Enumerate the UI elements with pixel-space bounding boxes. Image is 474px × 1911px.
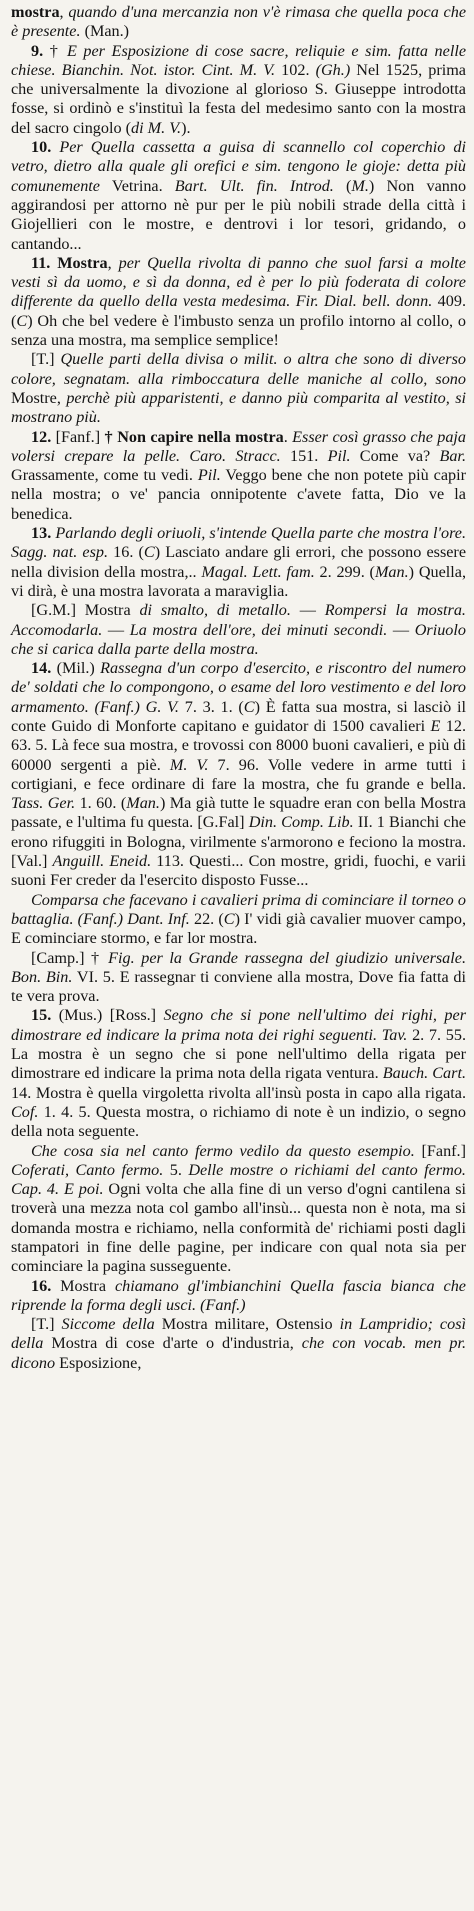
- entry-paragraph: [11, 1277, 466, 1316]
- entry-text: 7. 96. Volle vedere in arme tutti i cortigiani, e fece ordinare di fare la mostra, che fu grande e bella.: [11, 755, 466, 793]
- entry-text: [T.]: [31, 1315, 62, 1334]
- entry-italic-text: C: [143, 543, 155, 562]
- entry-text: [Fanf.]: [414, 1141, 466, 1160]
- entry-paragraph: [11, 42, 466, 138]
- entry-italic-text: Din. Comp. Lib.: [248, 813, 354, 832]
- entry-text: 16. (: [108, 543, 144, 562]
- entry-bold-text: 13.: [31, 524, 52, 543]
- entry-text: ) È fatta sua mostra, si lasciò il conte Guido di Monforte capitano e guidator di 1500 cavalieri: [11, 697, 466, 735]
- entry-bold-text: 10.: [31, 138, 52, 157]
- entry-bold-text: † Non capire nella mostra: [104, 427, 284, 446]
- entry-text: ) Non vanno aggirandosi per attorno nè pur per le più nobili strade della città i Giojellieri con le mostre, e dentrovi i lor tesori, gridando, o cantando...: [11, 176, 467, 253]
- entry-italic-text: perchè più apparistenti, e danno più comparita al vestito, si mostrano più.: [11, 388, 466, 427]
- entry-bold-text: mostra: [11, 3, 60, 21]
- entry-text: 14. Mostra è quella virgoletta rivolta all'insù posta in capo alla rigata.: [11, 1083, 466, 1102]
- entry-text: Mostre,: [11, 388, 67, 407]
- entry-italic-text: Delle mostre o richiami del canto fermo. Cap. 4. E poi.: [11, 1160, 466, 1199]
- entry-italic-text: Bauch. Cart.: [382, 1064, 466, 1083]
- entry-bold-text: 9.: [31, 41, 44, 60]
- entry-text: Mostra militare, Ostensio: [154, 1315, 340, 1334]
- entry-paragraph: [11, 1006, 466, 1141]
- entry-italic-text: Anguill. Eneid.: [52, 852, 152, 871]
- entry-italic-text: Rompersi la mostra. Accomodarla.: [11, 601, 466, 639]
- entry-paragraph: [11, 254, 466, 350]
- entry-text: ,: [107, 253, 119, 272]
- entry-text: 7. 3. 1. (: [178, 697, 244, 716]
- entry-text: Veggo bene che non potete più capir nella mostra; o ve' pancia onnipotente c'avete fatta, Dio ve la benedica.: [11, 466, 466, 523]
- entry-text: 102.: [275, 60, 316, 79]
- entry-italic-text: Comparsa che facevano i cavalieri prima di cominciare il torneo o battaglia. (Fanf.) Dant. Inf.: [11, 890, 466, 928]
- entry-italic-text: Esser così grasso che paja volersi crepare la pelle. Caro. Stracc.: [11, 427, 467, 465]
- entry-italic-text: in Lampridio; così della: [11, 1315, 467, 1353]
- entry-italic-text: E per Esposizione di cose sacre, reliquie e sim. fatta nelle chiese. Bianchin. Not. istor. Cint. M. V.: [11, 41, 467, 79]
- entry-italic-text: per Quella rivolta di panno che suol farsi a molte vesti sì da uomo, e sì da donna, ed è per lo più foderata di colore differente da quello della vesta medesima. Fir. Dial. bell. donn.: [11, 253, 466, 311]
- entry-text: Come va?: [350, 446, 440, 465]
- entry-italic-text: Parlando degli oriuoli, s'intende Quella parte che mostra l'ore. Sagg. nat. esp.: [11, 524, 466, 562]
- entry-text: 1. 4. 5. Questa mostra, o richiamo di note è un indizio, o segno della nota seguente.: [11, 1102, 466, 1141]
- entry-text: Vetrina.: [100, 176, 175, 195]
- entry-text: ) Lasciato andare gli errori, che possono essere nella division della mostra,..: [11, 543, 467, 581]
- entry-paragraph: [11, 949, 466, 1007]
- entry-text: —: [387, 620, 415, 639]
- entry-text: 5.: [163, 1160, 189, 1179]
- entry-italic-text: Per Quella cassetta a guisa di scannello col coperchio di vetro, dietro alla quale gli orefici e sim. tengono le gioje: detta più comunemente: [11, 138, 467, 195]
- entry-text: .: [283, 427, 293, 446]
- entry-text: (Mus.) [Ross.]: [51, 1006, 164, 1025]
- entry-italic-text: Segno che si pone nell'ultimo dei righi, per dimostrare ed indicare la prima nota dei righi seguenti. Tav.: [11, 1006, 466, 1044]
- entry-text: ) I' vidi già cavalier muover campo, E cominciare stormo, e far lor mostra.: [11, 909, 467, 948]
- entry-italic-text: Bar.: [439, 446, 466, 465]
- entry-italic-text: di smalto, di metallo.: [139, 601, 291, 620]
- entry-text: 22. (: [189, 909, 224, 928]
- entry-italic-text: Rassegna d'un corpo d'esercito, e riscontro del numero de' soldati che lo compongono, o esame del loro vestimento e del loro armamento. (Fanf.) G. V.: [11, 659, 466, 716]
- entry-text: 2. 299. (: [314, 562, 375, 581]
- entry-italic-text: Coferati, Canto fermo.: [11, 1160, 164, 1179]
- entry-text: [T.]: [31, 350, 61, 369]
- entry-text: [G.M.] Mostra: [31, 601, 140, 620]
- entry-bold-text: 15.: [31, 1006, 52, 1025]
- entry-bold-text: 14.: [31, 659, 52, 678]
- entry-text: Ogni volta che alla fine di un verso d'ogni cantilena si troverà una mezza nota col gambo all'insù... questa non è nota, ma si domanda mostra e richiamo, nella conformità de' richiami posti dagli stampatori in fine delle pagine, per indicare con qual nota sia per cominciare la pagina susseguente.: [11, 1180, 466, 1276]
- entry-paragraph: [11, 350, 466, 427]
- entry-italic-text: M.: [351, 176, 369, 195]
- entry-text: 409. (: [11, 292, 466, 330]
- entry-text: Esposizione,: [55, 1353, 142, 1372]
- entry-italic-text: C: [243, 697, 255, 716]
- entry-italic-text: M. V.: [169, 755, 209, 774]
- entry-italic-text: Fig. per la Grande rassegna del giudizio universale. Bon. Bin.: [11, 948, 466, 986]
- entry-italic-text: Siccome della: [61, 1315, 155, 1334]
- entry-bold-text: 16.: [31, 1276, 52, 1295]
- entry-italic-text: C: [223, 909, 235, 928]
- entry-italic-text: Quelle parti della divisa o milit. o altra che sono di diverso colore, segnatam. alla rimboccatura delle maniche al collo, sono: [11, 350, 466, 388]
- entry-text: (Mil.): [51, 659, 101, 678]
- entry-italic-text: Tass. Ger.: [11, 794, 76, 813]
- entry-text: Mostra di cose d'arte o d'industria,: [43, 1334, 302, 1353]
- entry-italic-text: Pil.: [197, 466, 221, 485]
- entry-italic-text: Man.: [126, 794, 160, 813]
- entry-italic-text: Pil.: [327, 446, 351, 465]
- entry-italic-text: Magal. Lett. fam.: [201, 562, 315, 581]
- entry-text: ,: [59, 3, 69, 21]
- entry-bold-text: 12.: [31, 427, 52, 446]
- entry-italic-text: C: [16, 311, 28, 330]
- entry-text: —: [290, 601, 325, 620]
- entry-paragraph: [11, 138, 466, 254]
- entry-italic-text: chiamano gl'imbianchini Quella fascia bianca che riprende la forma degli usci. (Fanf.): [11, 1276, 466, 1314]
- entry-italic-text: Che cosa sia nel canto fermo vedilo da questo esempio.: [31, 1141, 415, 1160]
- entry-text: Grassamente, come tu vedi.: [11, 466, 198, 485]
- entry-text: VI. 5. E rassegnar ti conviene alla mostra, Dove fia fatta di te vera prova.: [11, 967, 466, 1006]
- entry-paragraph: [11, 601, 466, 659]
- entry-italic-text: La mostra dell'ore, dei minuti secondi.: [129, 620, 388, 639]
- entry-text: ) Ma già tutte le squadre eran con bella Mostra passate, e l'ultima fu questa. [G.Fal]: [11, 794, 466, 832]
- entry-text: ) Quella, vi dirà, è una mostra lavorata a maraviglia.: [11, 562, 467, 600]
- entry-text: †: [43, 41, 67, 60]
- entry-paragraph: [11, 891, 466, 949]
- entry-italic-text: quando d'una mercanzia non v'è rimasa che quella poca che è presente.: [11, 3, 467, 41]
- entry-text: 12. 63. 5. Là fece sua mostra, e trovossi con 8000 buoni cavalieri, e più di 60000 sergenti a piè.: [11, 716, 467, 774]
- entry-bold-text: 11. Mostra: [31, 253, 108, 272]
- entry-paragraph: [11, 428, 466, 524]
- entry-italic-text: (Gh.): [315, 60, 351, 79]
- entry-text: Nel 1525, prima che universalmente la divozione al glorioso S. Giuseppe introdotta fosse, si ordinò e s'instituì la festa del medesimo santo con la mostra del sacro cingolo (: [11, 60, 466, 137]
- entry-italic-text: Bart. Ult. fin. Introd.: [174, 176, 334, 195]
- entry-italic-text: Oriuolo che si carica dalla parte della mostra.: [11, 620, 466, 658]
- entry-paragraph: [11, 659, 466, 891]
- entry-text: (Man.): [80, 22, 130, 41]
- entry-text: Mostra: [51, 1276, 115, 1295]
- entry-text: 113. Questi... Con mostre, gridi, fuochi, e varii suoni Fer creder da l'esercito disposto Fusse...: [11, 852, 467, 890]
- entry-text: 1. 60. (: [75, 794, 127, 813]
- entry-text: ).: [181, 118, 191, 137]
- entry-text: 151.: [280, 446, 328, 465]
- entry-italic-text: E: [430, 716, 441, 735]
- entry-italic-text: che con vocab. men pr. dicono: [11, 1334, 466, 1372]
- entry-italic-text: di M. V.: [131, 118, 182, 137]
- entry-text: ) Oh che bel vedere è l'imbusto senza un profilo intorno al collo, o senza una mostra, ma semplice semplice!: [11, 311, 466, 350]
- entry-italic-text: Man.: [374, 562, 409, 581]
- entry-paragraph: [11, 524, 466, 601]
- entry-paragraph: [11, 3, 466, 42]
- entry-text: —: [102, 620, 130, 639]
- entry-text: [Camp.] †: [31, 948, 109, 967]
- entry-text: (: [333, 176, 352, 195]
- entry-paragraph: [11, 1142, 466, 1277]
- entry-paragraph: [11, 1315, 466, 1373]
- entry-italic-text: Cof.: [11, 1102, 39, 1121]
- entry-text: 2. 7. 55. La mostra è un segno che si pone nell'ultimo della rigata per dimostrare ed indicare la prima nota della rigata ventura.: [11, 1025, 466, 1083]
- entry-text: [Fanf.]: [51, 427, 105, 446]
- entry-text: II. 1 Bianchi che erono rifuggiti in Bologna, virilmente s'armorono e feciono la mostra. [Val.]: [11, 813, 466, 871]
